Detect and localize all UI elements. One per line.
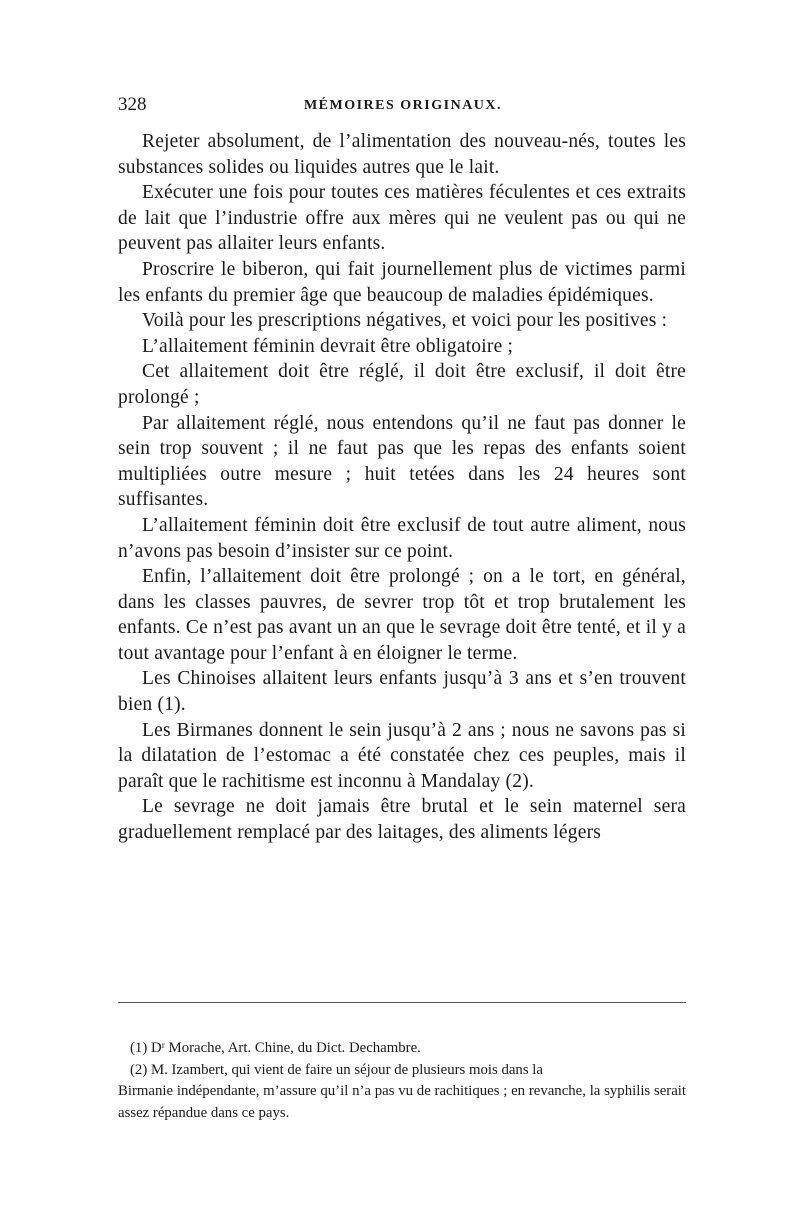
footnote: (1) Dʳ Morache, Art. Chine, du Dict. Dechambre.	[130, 1040, 421, 1056]
running-title: MÉMOIRES ORIGINAUX.	[303, 98, 503, 113]
paragraph: Rejeter absolument, de l’alimentation des nouveau-nés, toutes les substances solides ou liquides autres que le lait.	[118, 131, 686, 178]
paragraph: Enfin, l’allaitement doit être prolongé ; on a le tort, en général, dans les classes pauvres, de sevrer trop tôt et trop brutalement les enfants. Ce n’est pas avant un an que le sevrage doit être tenté, et il y a tout avantage pour l’enfant à en éloigner le terme.	[118, 566, 686, 664]
paragraph: Exécuter une fois pour toutes ces matières féculentes et ces extraits de lait que l’industrie offre aux mères qui ne veulent pas ou qui ne peuvent pas allaiter leurs enfants.	[118, 182, 686, 255]
paragraph: Par allaitement réglé, nous entendons qu’il ne faut pas donner le sein trop souvent ; il ne faut pas que les repas des enfants soient multipliées outre mesure ; huit tetées dans les 24 heures sont suffisantes.	[118, 412, 686, 511]
page-header	[118, 94, 688, 122]
paragraph: Les Birmanes donnent le sein jusqu’à 2 ans ; nous ne savons pas si la dilatation de l’estomac a été constatée chez ces peuples, mais il paraît que le rachitisme est inconnu à Mandalay (2).	[118, 719, 686, 792]
page-number: 328	[118, 94, 147, 115]
footnote-continuation: Birmanie indépendante, m’assure qu’il n’a pas vu de rachitiques ; en revanche, la syphilis serait assez répandue dans ce pays.	[118, 1083, 686, 1121]
paragraph: L’allaitement féminin doit être exclusif de tout autre aliment, nous n’avons pas besoin d’insister sur ce point.	[118, 514, 686, 562]
footnote: (2) M. Izambert, qui vient de faire un séjour de plusieurs mois dans la	[130, 1061, 543, 1078]
paragraph: L’allaitement féminin devrait être obligatoire ;	[142, 335, 514, 357]
paragraph: Proscrire le biberon, qui fait journellement plus de victimes parmi les enfants du premier âge que beaucoup de maladies épidémiques.	[118, 258, 686, 306]
paragraph: Les Chinoises allaitent leurs enfants jusqu’à 3 ans et s’en trouvent bien (1).	[118, 668, 686, 716]
paragraph: Cet allaitement doit être réglé, il doit être exclusif, il doit être prolongé ;	[118, 361, 686, 408]
body-text	[118, 129, 686, 846]
paragraph: Voilà pour les prescriptions négatives, et voici pour les positives :	[142, 310, 668, 332]
paragraph: Le sevrage ne doit jamais être brutal et le sein maternel sera graduellement remplacé par des laitages, des aliments légers	[118, 796, 686, 844]
footnotes	[118, 1038, 686, 1124]
footnote-divider	[118, 1002, 686, 1003]
